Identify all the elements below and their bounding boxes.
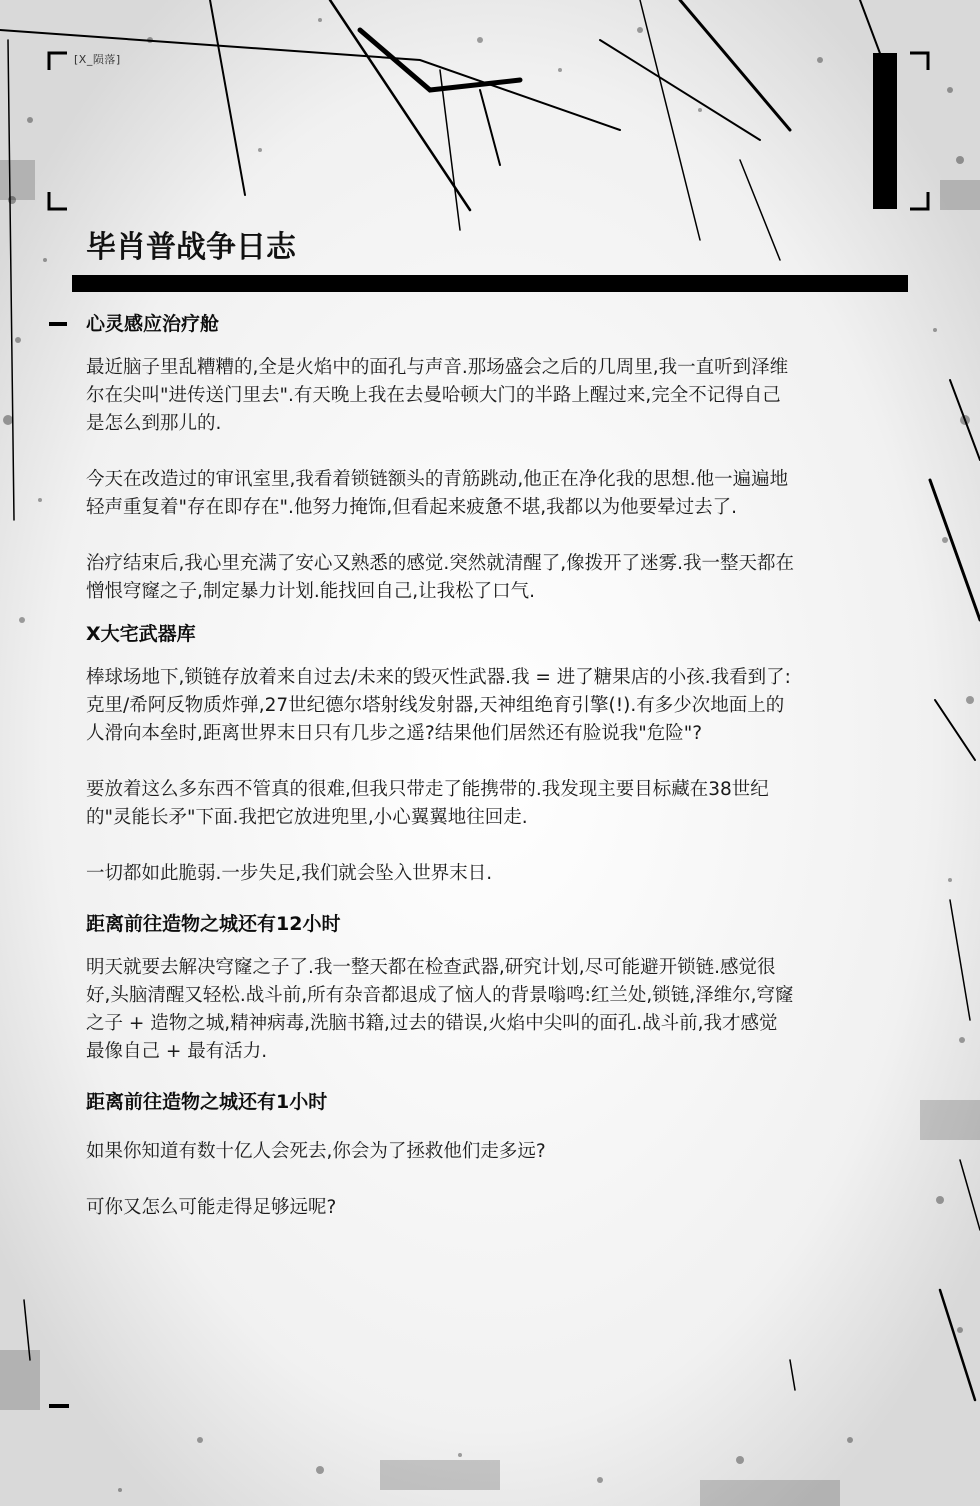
section-heading-armory: X大宅武器库 [86, 623, 196, 645]
title-rule [72, 275, 908, 292]
paragraph: 一切都如此脆弱.一步失足,我们就会坠入世界末日. [86, 863, 493, 884]
log-content [86, 310, 796, 1222]
paragraph: 明天就要去解决穹窿之子了.我一整天都在检查武器,研究计划,尽可能避开锁链.感觉很好,头脑清醒又轻松.战斗前,所有杂音都退成了恼人的背景嗡鸣:红兰处,锁链,泽维尔,穹窿之子 + 造物之城,精神病毒,洗脑书籍,过去的错误,火焰中尖叫的面孔.战斗前,我才感觉最像自己 + 最有活力. [86, 957, 794, 1062]
section-heading-12-hours: 距离前往造物之城还有12小时 [86, 913, 341, 935]
paragraph: 如果你知道有数十亿人会死去,你会为了拯救他们走多远? [86, 1141, 546, 1162]
vertical-bar-decoration [873, 53, 897, 209]
paragraph: 可你又怎么可能走得足够远呢? [86, 1197, 337, 1218]
section-marker [49, 322, 67, 326]
paragraph: 棒球场地下,锁链存放着来自过去/未来的毁灭性武器.我 = 进了糖果店的小孩.我看到了:克里/希阿反物质炸弹,27世纪德尔塔射线发射器,天神组绝育引擎(!).有多少次地面上的人滑向本垒时,距离世界末日只有几步之遥?结果他们居然还有脸说我"危险"? [86, 667, 791, 744]
paragraph: 治疗结束后,我心里充满了安心又熟悉的感觉.突然就清醒了,像拨开了迷雾.我一整天都在憎恨穹窿之子,制定暴力计划.能找回自己,让我松了口气. [86, 553, 795, 602]
section-heading-1-hour: 距离前往造物之城还有1小时 [86, 1091, 328, 1113]
paragraph: 今天在改造过的审讯室里,我看着锁链额头的青筋跳动,他正在净化我的思想.他一遍遍地轻声重复着"存在即存在".他努力掩饰,但看起来疲惫不堪,我都以为他要晕过去了. [86, 469, 789, 518]
paragraph: 最近脑子里乱糟糟的,全是火焰中的面孔与声音.那场盛会之后的几周里,我一直听到泽维尔在尖叫"进传送门里去".有天晚上我在去曼哈顿大门的半路上醒过来,完全不记得自己是怎么到那儿的. [86, 357, 789, 434]
paragraph: 要放着这么多东西不管真的很难,但我只带走了能携带的.我发现主要目标藏在38世纪的"灵能长矛"下面.我把它放进兜里,小心翼翼地往回走. [86, 779, 769, 828]
page-title: 毕肖普战争日志 [86, 230, 296, 265]
section-heading-therapy-pod: 心灵感应治疗舱 [86, 313, 220, 335]
bottom-marker [49, 1404, 69, 1408]
page-tag: [X_陨落] [74, 53, 121, 66]
